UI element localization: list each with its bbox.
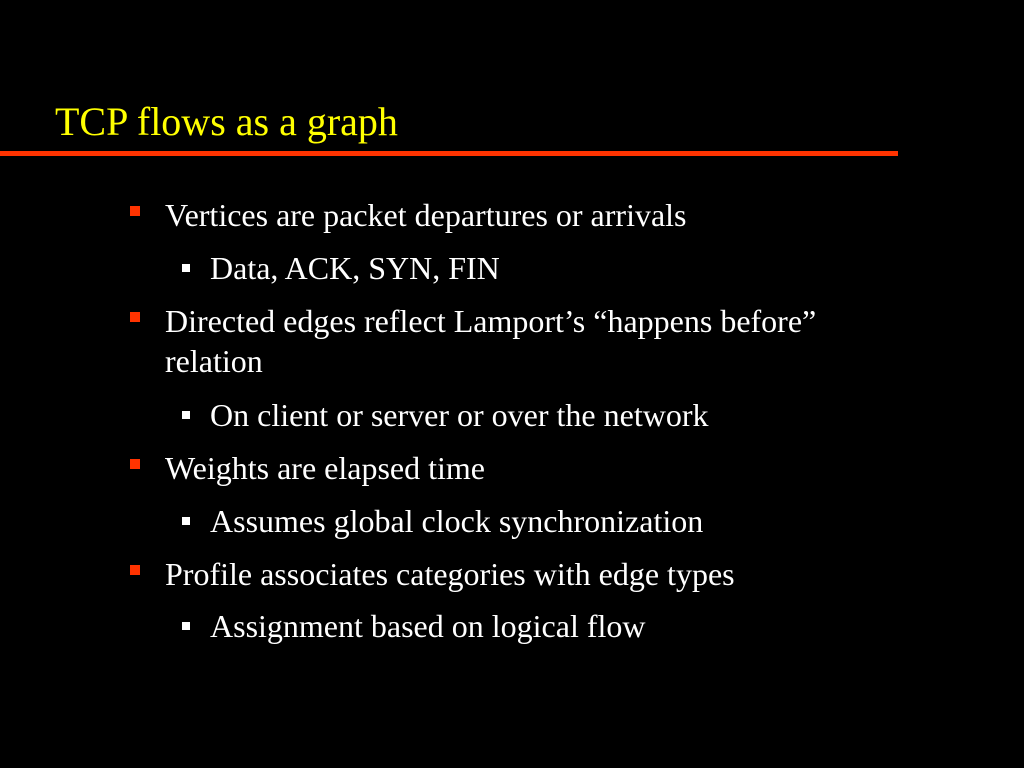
square-bullet-icon [130,565,140,575]
bullet-text: Profile associates categories with edge types [165,556,735,592]
square-bullet-icon [182,622,190,630]
bullet-text: Weights are elapsed time [165,450,485,486]
sub-bullet-item [210,501,860,541]
bullet-item [165,301,865,381]
bullet-item [165,448,865,488]
square-bullet-icon [182,517,190,525]
sub-bullet-item [210,606,860,646]
square-bullet-icon [182,264,190,272]
square-bullet-icon [130,312,140,322]
sub-bullet-item [210,248,860,288]
sub-bullet-text: Assumes global clock synchronization [210,503,704,539]
bullet-item [165,554,905,594]
bullet-item [165,195,865,235]
sub-bullet-text: Data, ACK, SYN, FIN [210,250,500,286]
sub-bullet-text: Assignment based on logical flow [210,608,646,644]
slide-title: TCP flows as a graph [55,99,398,144]
sub-bullet-text: On client or server or over the network [210,397,709,433]
bullet-text: Vertices are packet departures or arrivals [165,197,687,233]
square-bullet-icon [130,459,140,469]
sub-bullet-item [210,395,860,435]
square-bullet-icon [130,206,140,216]
square-bullet-icon [182,411,190,419]
title-underline [0,151,898,156]
bullet-text: Directed edges reflect Lamport’s “happens before” relation [165,303,817,379]
